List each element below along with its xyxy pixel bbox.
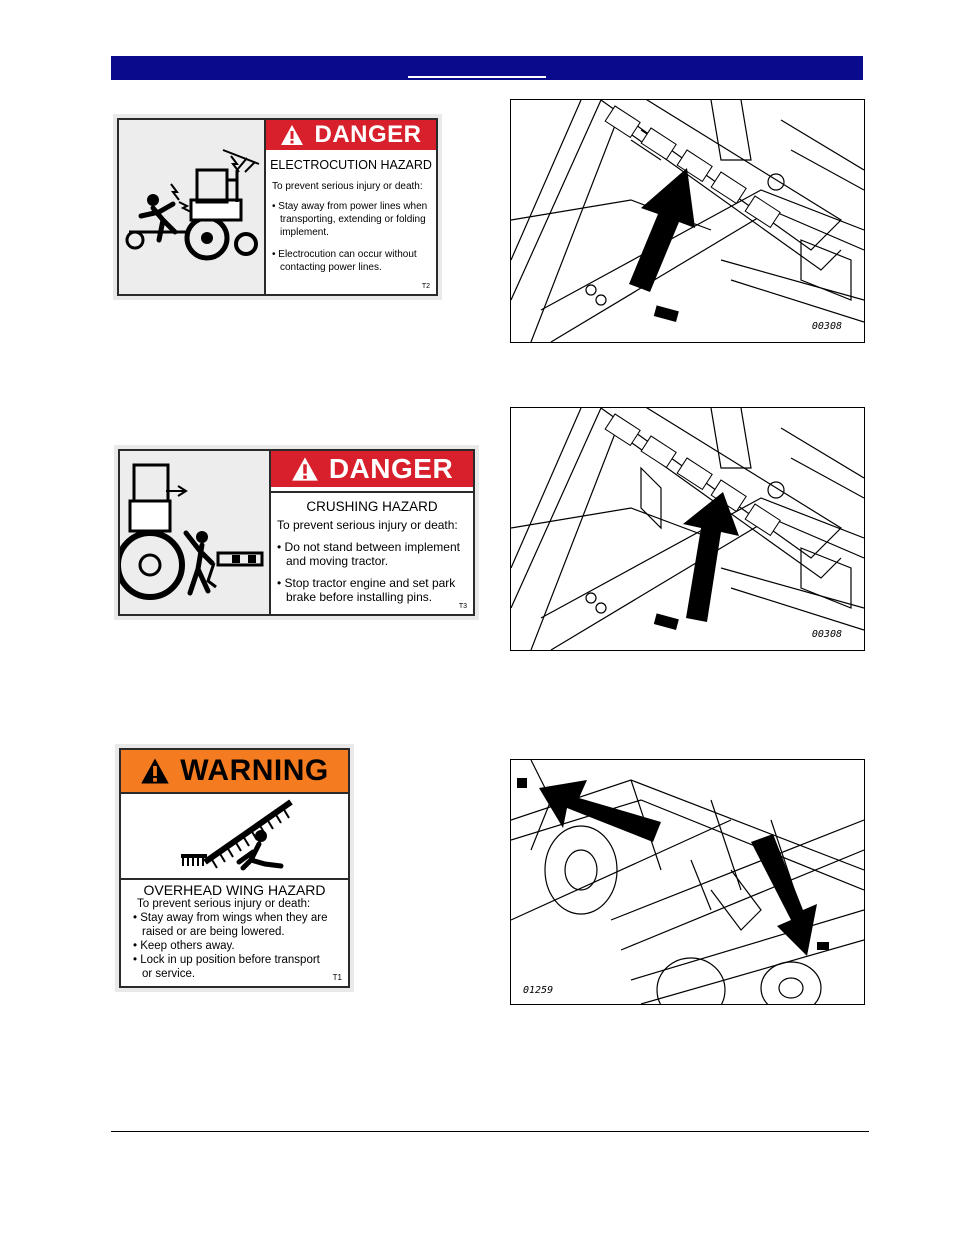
decal2-bullet-2-line-2: brake before installing pins. [286,590,433,604]
decal1-bullet-1-line-2: transporting, extending or folding [280,214,426,225]
decal3-bullet-1-line-1: • Stay away from wings when they are [133,912,328,924]
warning-triangle-icon [140,757,170,785]
decal2-hazard-title: CRUSHING HAZARD [306,499,438,514]
decal3-signal-word: WARNING [180,754,329,787]
decal1-bullet-1-line-3: implement. [280,227,329,238]
decal2-bullet-1-line-1: • Do not stand between implement [277,540,460,554]
pointer-arrow-right [751,834,817,956]
decal3-code: T1 [332,973,342,982]
decal1-bullet-2-line-2: contacting power lines. [280,262,382,273]
decal3-bullet-3-line-1: • Lock in up position before transport [133,954,320,966]
crushing-illustration [120,451,269,616]
implement-frame-drawing-2 [511,408,864,650]
decal3-bullet-1-line-2: raised or are being lowered. [142,926,285,938]
pointer-arrow [683,492,739,622]
figure-decal-location-2 [510,407,865,651]
decal1-signal-word: DANGER [314,121,422,148]
crushing-pictogram [120,451,271,614]
decal2-code: T3 [458,603,467,610]
decal1-code: T2 [421,283,430,290]
decal2-bullet-1-line-2: and moving tractor. [286,554,389,568]
pointer-arrow [629,168,695,292]
decal3-hazard-title: OVERHEAD WING HAZARD [121,878,348,898]
figure-decal-location-1 [510,99,865,343]
header-underline [408,76,546,78]
decal3-bullet-3-line-2: or service. [142,968,196,980]
implement-wheels-drawing [511,760,864,1004]
footer-rule [111,1131,869,1132]
decal3-signal-bar [121,750,348,794]
decal1-intro: To prevent serious injury or death: [272,181,423,192]
decal3-bullet-2-line-1: • Keep others away. [133,940,235,952]
warning-triangle-icon [280,124,304,146]
decal2-signal-word: DANGER [328,453,454,484]
decal1-signal-bar [266,120,436,150]
decal1-bullet-2-line-1: • Electrocution can occur without [272,249,417,260]
decal1-hazard-title: ELECTROCUTION HAZARD [270,158,432,172]
decal2-intro: To prevent serious injury or death: [277,518,458,532]
decal-crushing-hazard [118,449,475,616]
figure-2-number: 00308 [811,629,842,640]
decal2-text [271,451,473,614]
decal1-text [266,120,436,294]
figure-3-number: 01259 [523,985,554,996]
decal1-bullet-1-line-1: • Stay away from power lines when [272,201,428,212]
overhead-wing-illustration [121,794,348,884]
decal2-signal-bar [271,451,473,487]
decal-overhead-wing-hazard [119,748,350,988]
warning-triangle-icon [291,456,319,482]
implement-frame-drawing-1 [511,100,864,342]
figure-decal-location-3 [510,759,865,1005]
figure-1-number: 00308 [811,321,842,332]
electrocution-illustration [119,120,264,296]
decal-electrocution-hazard [117,118,438,296]
electrocution-pictogram [119,120,266,294]
decal3-intro: To prevent serious injury or death: [137,898,311,910]
decal2-bullet-2-line-1: • Stop tractor engine and set park [277,576,456,590]
